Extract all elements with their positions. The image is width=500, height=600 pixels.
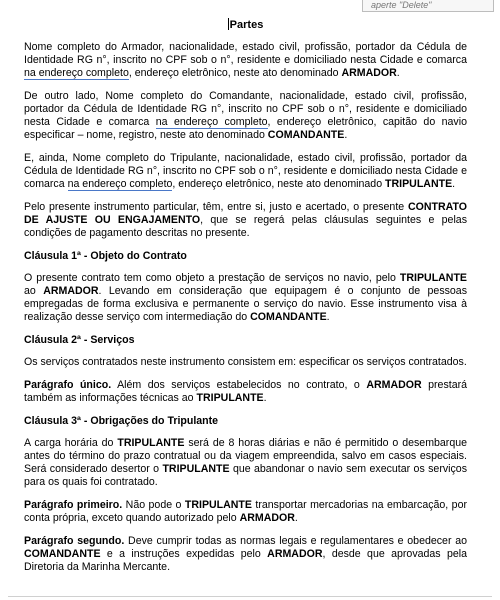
paragraph-comandante: De outro lado, Nome completo do Comandante, nacionalidade, estado civil, profissão, portador da Cédula de Identidade RG n°, inscrito no CPF sob o n°, residente e domiciliado nesta Cidade e comarca na endereço completo, endereço eletrônico, capitão do navio especificar – nome, registro, neste ato denominado COMANDANTE. [24,90,467,141]
clause-3-paragraph: A carga horária do TRIPULANTE será de 8 horas diárias e não é permitido o desembarque antes do término do prazo contratual ou da viagem empreendida, salvo em casos especiais. Será considerado desertor o TRIPULANTE que abandonar o navio sem executar os serviços para os quais foi contratado. [24,437,468,488]
paragraph-intro: Pelo presente instrumento particular, têm, entre si, justo e acertado, o presente CONTRATO DE AJUSTE OU ENGAJAMENTO, que se regerá pelas cláusulas seguintes e pelas condições de pagamento descritas no presente. [24,201,467,239]
clause-2-heading: Cláusula 2ª - Serviços [24,334,135,346]
clause-3-heading: Cláusula 3ª - Obrigações do Tripulante [24,415,219,427]
clause-2-paragraph: Os serviços contratados neste instrumento consistem em: especificar os serviços contratados. [24,356,467,368]
spellcheck-underline[interactable]: na endereço completo [24,67,129,79]
paragraph-armador: Nome completo do Armador, nacionalidade, estado civil, profissão, portador da Cédula de Identidade RG n°, inscrito no CPF sob o n°, residente e domiciliado nesta Cidade e comarca na endereço completo, endereço eletrônico, neste ato denominado ARMADOR. [24,41,467,79]
delete-hint-tooltip: aperte "Delete" [362,0,494,12]
clause-3-second-paragraph: Parágrafo segundo. Deve cumprir todas as normas legais e regulamentares e obedecer ao COMANDANTE e a instruções expedidas pelo ARMADOR, desde que aprovadas pela Diretoria da Marinha Mercante. [24,535,467,573]
text-cursor [228,18,229,30]
spellcheck-underline[interactable]: na endereço completo [67,178,173,190]
clause-1-heading: Cláusula 1ª - Objeto do Contrato [24,250,187,262]
clause-3-first-paragraph: Parágrafo primeiro. Não pode o TRIPULANTE transportar mercadorias na embarcação, por conta própria, exceto quando autorizado pelo ARMADOR. [24,499,467,524]
document-title: Partes [229,19,264,31]
page-bottom-divider [8,596,492,597]
paragraph-tripulante: E, ainda, Nome completo do Tripulante, nacionalidade, estado civil, profissão, portador da Cédula de Identidade RG n°, inscrito no CPF sob o n°, residente e domiciliado nesta Cidade e comarca na endereço completo, endereço eletrônico, neste ato denominado TRIPULANTE. [24,152,467,190]
clause-2-single-paragraph: Parágrafo único. Além dos serviços estabelecidos no contrato, o ARMADOR prestará também as informações técnicas ao TRIPULANTE. [24,379,468,404]
document-page[interactable] [24,18,467,584]
clause-1-paragraph: O presente contrato tem como objeto a prestação de serviços no navio, pelo TRIPULANTE ao ARMADOR. Levando em consideração que equipagem é o conjunto de pessoas empregadas de forma exclusiva e permanente o serviço do navio. Esse instrumento visa à realização desse serviço com intermediação do COMANDANTE. [24,272,467,323]
spellcheck-underline[interactable]: na endereço completo [155,116,268,128]
